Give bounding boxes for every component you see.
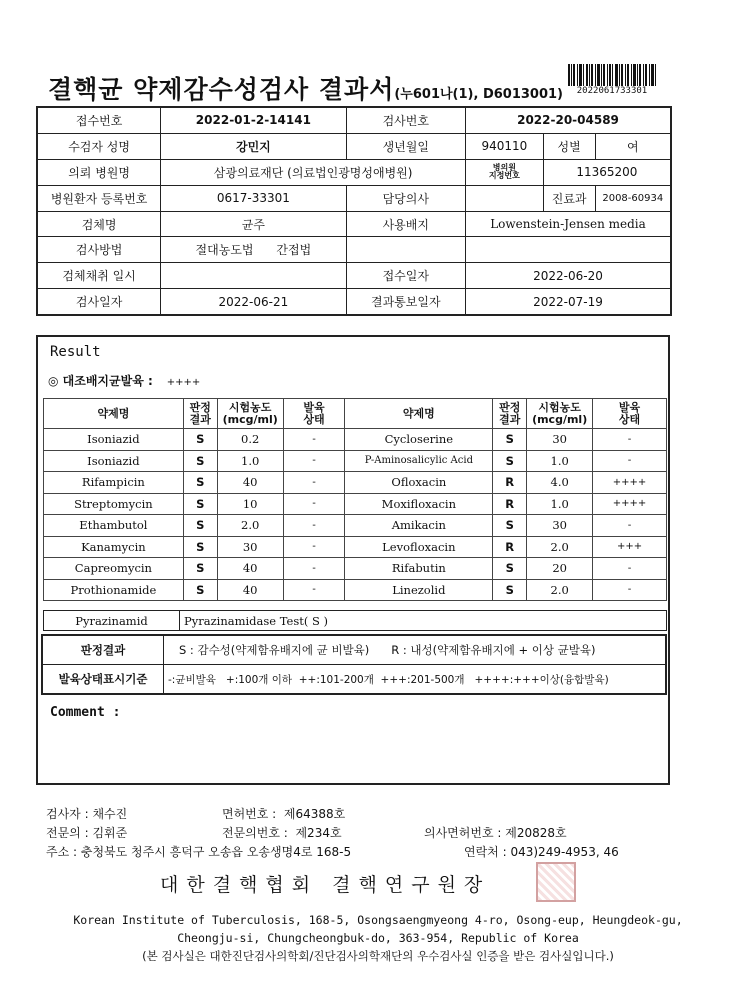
col-judge: 판정 결과 — [183, 399, 217, 429]
col-concentration: 시험농도 (mcg/ml) — [217, 399, 283, 429]
license-line: 면허번호 : 제64388호 — [222, 807, 346, 821]
judge-result: S — [493, 429, 527, 451]
label-sex: 성별 — [543, 133, 595, 159]
concentration: 30 — [527, 429, 593, 451]
growth-status: ++++ — [593, 493, 667, 515]
receipt-no: 2022-01-2-14141 — [161, 107, 346, 133]
concentration: 1.0 — [527, 493, 593, 515]
label-receipt-no: 접수번호 — [37, 107, 161, 133]
collection-date — [161, 263, 346, 289]
susceptibility-table — [43, 398, 667, 601]
label-report-date: 결과통보일자 — [346, 289, 466, 315]
drug-name: Isoniazid — [44, 429, 184, 451]
col-growth: 발육 상태 — [283, 399, 345, 429]
concentration: 40 — [217, 472, 283, 494]
medium: Lowenstein-Jensen media — [466, 211, 671, 237]
drug-name: Levofloxacin — [345, 536, 493, 558]
department: 2008-60934 — [595, 185, 671, 211]
concentration: 20 — [527, 558, 593, 580]
growth-status: - — [283, 558, 345, 580]
label-patient-name: 수검자 성명 — [37, 133, 161, 159]
control-growth: ◎ 대조배지균발육 : ++++ — [48, 374, 201, 388]
judge-result: S — [183, 450, 217, 472]
pyrazinamid-table — [43, 610, 667, 631]
concentration: 2.0 — [217, 515, 283, 537]
drug-name: Amikacin — [345, 515, 493, 537]
concentration: 2.0 — [527, 536, 593, 558]
judge-result: S — [183, 579, 217, 601]
legend-table — [41, 634, 667, 695]
patient-name: 강민지 — [161, 133, 346, 159]
document-subtitle: (누601나(1), D6013001) — [394, 87, 563, 102]
drug-name: Isoniazid — [44, 450, 184, 472]
method-empty — [346, 237, 466, 263]
drug-name: Linezolid — [345, 579, 493, 601]
concentration: 0.2 — [217, 429, 283, 451]
judge-result: R — [493, 493, 527, 515]
hospital-code: 11365200 — [543, 159, 671, 185]
label-department: 진료과 — [543, 185, 595, 211]
legend-judge-text: S : 감수성(약제함유배지에 균 비발육) R : 내성(약제함유배지에 + 이상 균발육) — [164, 635, 667, 665]
legend-judge-label: 판정결과 — [42, 635, 164, 665]
info-row — [37, 211, 671, 237]
table-row — [44, 493, 667, 515]
label-test-no: 검사번호 — [346, 107, 466, 133]
certification-note: (본 검사실은 대한진단검사의학회/진단검사의학재단의 우수검사실 인증을 받은 검사실입니다.) — [142, 949, 614, 963]
judge-result: S — [183, 515, 217, 537]
method: 절대농도법 간접법 — [161, 237, 346, 263]
test-date: 2022-06-21 — [161, 289, 346, 315]
growth-status: - — [283, 472, 345, 494]
col-judge-2: 판정 결과 — [493, 399, 527, 429]
judge-result: S — [183, 536, 217, 558]
institute-name: 대한결핵협회 결핵연구원장 — [160, 874, 491, 896]
test-no: 2022-20-04589 — [466, 107, 671, 133]
concentration: 40 — [217, 579, 283, 601]
judge-result: R — [493, 536, 527, 558]
judge-result: S — [183, 429, 217, 451]
official-seal — [536, 862, 576, 902]
address-line: 주소 : 충청북도 청주시 흥덕구 오송읍 오송생명4로 168-5 — [46, 845, 352, 859]
pyrazinamid-value: Pyrazinamidase Test( S ) — [180, 611, 667, 631]
report-date: 2022-07-19 — [466, 289, 671, 315]
table-header-row — [44, 399, 667, 429]
growth-status: - — [283, 536, 345, 558]
table-row — [44, 429, 667, 451]
receipt-date: 2022-06-20 — [466, 263, 671, 289]
registration-no: 0617-33301 — [161, 185, 346, 211]
hospital-name: 삼광의료재단 (의료법인광명성애병원) — [161, 159, 466, 185]
info-row — [37, 185, 671, 211]
concentration: 10 — [217, 493, 283, 515]
barcode-number: 2022061733301 — [576, 86, 648, 96]
specialist-line: 전문의 : 김휘준 — [46, 826, 128, 840]
info-row — [37, 133, 671, 159]
doctor — [466, 185, 544, 211]
growth-status: ++++ — [593, 472, 667, 494]
doctor-license-line: 의사면허번호 : 제20828호 — [424, 826, 567, 840]
col-growth-2: 발육 상태 — [593, 399, 667, 429]
table-row — [44, 611, 667, 631]
tester-line: 검사자 : 채수진 — [46, 807, 128, 821]
label-medium: 사용배지 — [346, 211, 466, 237]
drug-name: Cycloserine — [345, 429, 493, 451]
label-collection-date: 검체채취 일시 — [37, 263, 161, 289]
judge-result: S — [183, 558, 217, 580]
growth-status: - — [283, 493, 345, 515]
growth-status: - — [283, 515, 345, 537]
judge-result: S — [493, 558, 527, 580]
growth-status: - — [283, 429, 345, 451]
label-registration-no: 병원환자 등록번호 — [37, 185, 161, 211]
growth-status: - — [593, 450, 667, 472]
info-row — [37, 159, 671, 185]
table-row — [44, 515, 667, 537]
specimen: 균주 — [161, 211, 346, 237]
judge-result: R — [493, 472, 527, 494]
table-row — [44, 579, 667, 601]
table-row — [44, 558, 667, 580]
concentration: 1.0 — [527, 450, 593, 472]
growth-status: - — [593, 558, 667, 580]
barcode — [568, 64, 656, 86]
result-title: Result — [50, 344, 101, 360]
specialist-no-line: 전문의번호 : 제234호 — [222, 826, 342, 840]
growth-status: - — [283, 450, 345, 472]
concentration: 4.0 — [527, 472, 593, 494]
label-hospital-code: 병의원 지정번호 — [466, 159, 544, 185]
judge-result: S — [183, 472, 217, 494]
concentration: 40 — [217, 558, 283, 580]
drug-name: Streptomycin — [44, 493, 184, 515]
patient-info-table — [36, 106, 672, 316]
drug-name: Capreomycin — [44, 558, 184, 580]
phone-line: 연락처 : 043)249-4953, 46 — [464, 845, 619, 859]
legend-row — [42, 635, 666, 665]
table-row — [44, 536, 667, 558]
growth-status: - — [283, 579, 345, 601]
info-row — [37, 107, 671, 133]
judge-result: S — [493, 579, 527, 601]
table-row — [44, 472, 667, 494]
info-row — [37, 289, 671, 315]
growth-status: - — [593, 579, 667, 601]
comment-label: Comment : — [50, 705, 121, 720]
concentration: 1.0 — [217, 450, 283, 472]
label-doctor: 담당의사 — [346, 185, 466, 211]
judge-result: S — [493, 515, 527, 537]
legend-growth-label: 발육상태표시기준 — [42, 665, 164, 695]
judge-result: S — [183, 493, 217, 515]
col-drug: 약제명 — [44, 399, 184, 429]
label-birthdate: 생년월일 — [346, 133, 466, 159]
concentration: 30 — [527, 515, 593, 537]
info-row — [37, 237, 671, 263]
label-method: 검사방법 — [37, 237, 161, 263]
drug-name: Prothionamide — [44, 579, 184, 601]
growth-status: +++ — [593, 536, 667, 558]
growth-status: - — [593, 429, 667, 451]
label-specimen: 검체명 — [37, 211, 161, 237]
sex: 여 — [595, 133, 671, 159]
institute-address-en-2: Cheongju-si, Chungcheongbuk-do, 363-954, Republic of Korea — [177, 931, 579, 945]
drug-name: Rifabutin — [345, 558, 493, 580]
judge-result: S — [493, 450, 527, 472]
label-test-date: 검사일자 — [37, 289, 161, 315]
drug-name: Rifampicin — [44, 472, 184, 494]
col-concentration-2: 시험농도 (mcg/ml) — [527, 399, 593, 429]
label-receipt-date: 접수일자 — [346, 263, 466, 289]
growth-status: - — [593, 515, 667, 537]
birthdate: 940110 — [466, 133, 544, 159]
concentration: 2.0 — [527, 579, 593, 601]
method-empty-2 — [466, 237, 671, 263]
drug-name: Ofloxacin — [345, 472, 493, 494]
legend-row — [42, 665, 666, 695]
table-row — [44, 450, 667, 472]
control-growth-value: ++++ — [166, 377, 201, 388]
info-row — [37, 263, 671, 289]
concentration: 30 — [217, 536, 283, 558]
pyrazinamid-label: Pyrazinamid — [44, 611, 180, 631]
document-title: 결핵균 약제감수성검사 결과서(누601나(1), D6013001) — [48, 75, 563, 104]
drug-name: Moxifloxacin — [345, 493, 493, 515]
label-hospital: 의뢰 병원명 — [37, 159, 161, 185]
institute-address-en-1: Korean Institute of Tuberculosis, 168-5, Osongsaengmyeong 4-ro, Osong-eup, Heungdeok-gu, — [73, 913, 683, 927]
col-drug-2: 약제명 — [345, 399, 493, 429]
legend-growth-text: -:균비발육 +:100개 이하 ++:101-200개 +++:201-500개 ++++:+++이상(융합발육) — [164, 665, 667, 695]
drug-name: Kanamycin — [44, 536, 184, 558]
drug-name: Ethambutol — [44, 515, 184, 537]
drug-name: P-Aminosalicylic Acid — [345, 450, 493, 472]
